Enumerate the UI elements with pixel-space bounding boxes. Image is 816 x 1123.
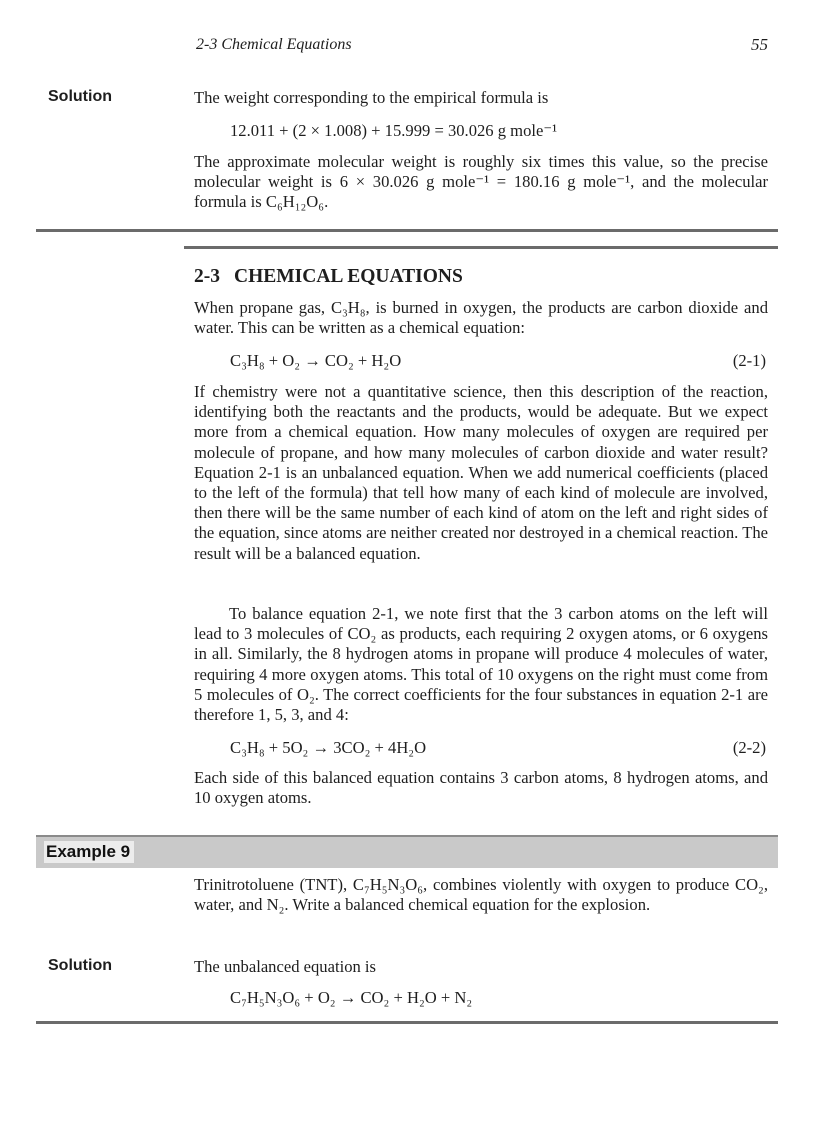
section-number: 2-3 [194,266,220,287]
equation-2-2-number: (2-2) [732,738,766,757]
equation-2-2: C₃H₈ + 5O₂ → 3CO₂ + 4H₂O [230,738,427,757]
running-header-title: 2-3 Chemical Equations [196,36,352,53]
section-top-rule [184,246,778,249]
section-divider [36,229,778,232]
section-intro: When propane gas, C₃H₈, is burned in oxygen, the products are carbon dioxide and water. This can be written as a chemical equation: [194,298,768,338]
example-label: Example 9 [44,841,134,863]
solution-conclusion: The approximate molecular weight is roughly six times this value, so the precise molecular weight is 6 × 30.026 g mole⁻¹ = 180.16 g mole⁻¹, and the molecular formula is C₆H₁₂O₆. [194,152,768,212]
equation-2-1-number: (2-1) [732,351,766,370]
solution-intro: The weight corresponding to the empirical formula is [194,88,549,107]
empirical-weight-equation: 12.011 + (2 × 1.008) + 15.999 = 30.026 g mole⁻¹ [230,121,558,140]
page-number: 55 [751,35,768,54]
section-paragraph-2-text: To balance equation 2-1, we note first that the 3 carbon atoms on the left will lead to 3 molecules of CO₂ as products, each requiring 2 oxygen atoms, or 6 oxygens in all. Similarly, the 8 hydrogen atoms in propane will produce 4 molecules of water, requiring 4 more oxygen atoms. This total of 10 oxygens on the right must come from 5 molecules of O₂. The correct coefficients for the four substances in equation 2-1 are therefore 1, 5, 3, and 4: [194,604,768,725]
solution-label: Solution [48,88,112,105]
example-problem: Trinitrotoluene (TNT), C₇H₅N₃O₆, combines violently with oxygen to produce CO₂, water, and N₂. Write a balanced chemical equation for the explosion. [194,875,768,915]
section-paragraph-1: If chemistry were not a quantitative science, then this description of the reaction, identifying both the reactants and the products, would be adequate. But we expect more from a chemical equation. How many molecules of oxygen are required per molecule of propane, and how many molecules of carbon dioxide and water result? Equation 2-1 is an unbalanced equation. When we add numerical coefficients (placed to the left of the formula) that tell how many of each kind of molecule are involved, then there will be the same number of each kind of atom on the left and right sides of the equation, since atoms are neither created nor destroyed in a chemical reaction. The result will be a balanced equation. [194,382,768,563]
example-bar [36,835,778,868]
tnt-unbalanced-equation: C₇H₅N₃O₆ + O₂ → CO₂ + H₂O + N₂ [230,988,473,1007]
section-heading [194,266,477,288]
solution-label-2: Solution [48,957,112,974]
section-title: CHEMICAL EQUATIONS [234,266,463,287]
bottom-rule [36,1021,778,1024]
equation-2-1: C₃H₈ + O₂ → CO₂ + H₂O [230,351,402,370]
section-paragraph-2 [194,604,768,725]
section-closing: Each side of this balanced equation contains 3 carbon atoms, 8 hydrogen atoms, and 10 oxygen atoms. [194,768,768,808]
solution-2-intro: The unbalanced equation is [194,957,377,976]
